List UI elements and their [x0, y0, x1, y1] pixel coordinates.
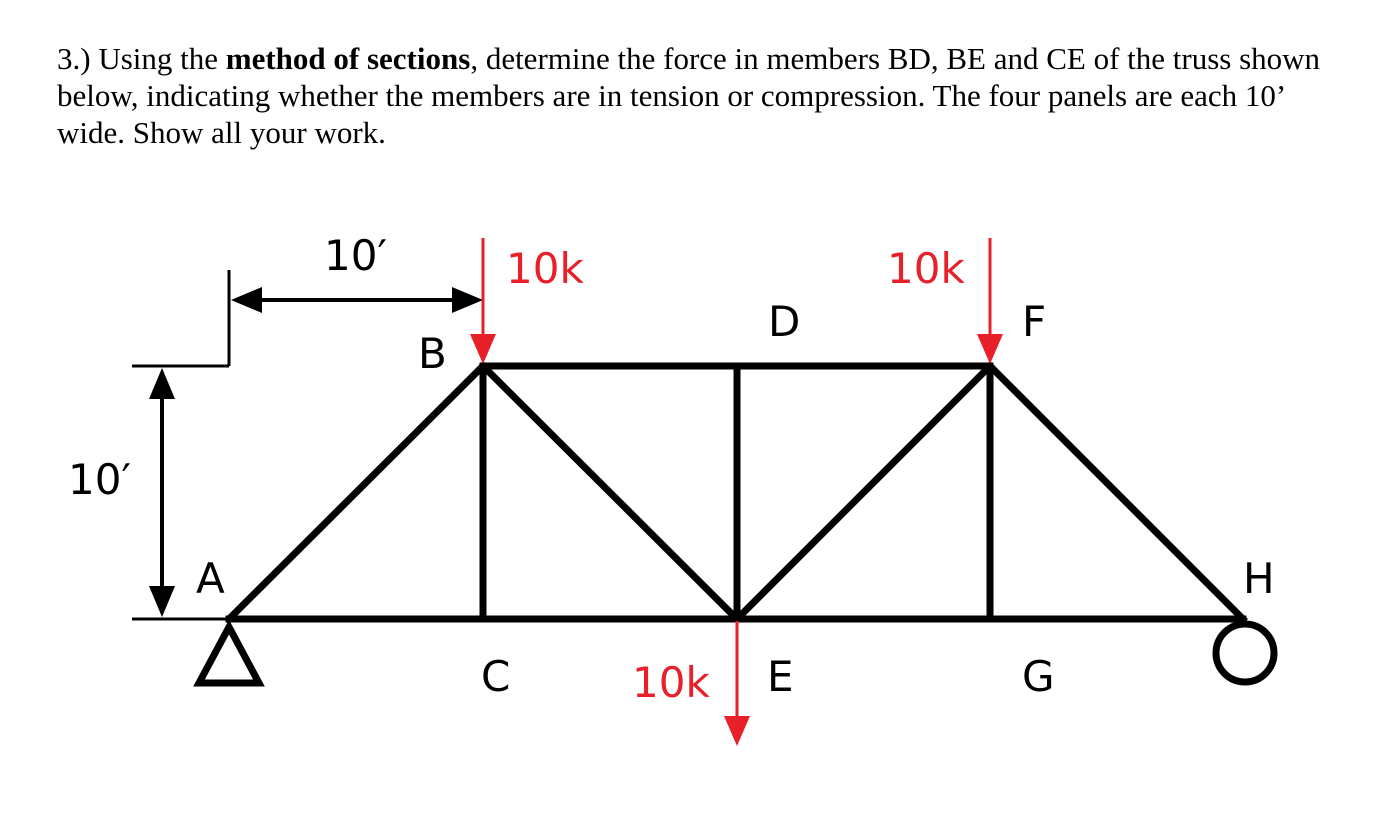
- member-EF: [737, 366, 990, 619]
- node-label-F: F: [1022, 297, 1047, 346]
- node-label-C: C: [481, 652, 511, 701]
- problem-text-bold: method of sections: [225, 41, 471, 76]
- node-label-H: H: [1243, 554, 1275, 603]
- member-FH: [990, 366, 1243, 619]
- node-label-D: D: [768, 297, 801, 346]
- load-E-label: 10k: [632, 658, 710, 707]
- problem-number: 3.): [57, 41, 99, 76]
- pin-support: [199, 627, 259, 683]
- dim-h-arrow-left: [231, 287, 262, 313]
- load-at-E: [632, 621, 750, 746]
- load-E-arrowhead: [724, 716, 750, 746]
- node-label-A: A: [196, 554, 225, 603]
- load-B-label: 10k: [506, 244, 584, 293]
- problem-text-post: , determine the force in members BD, BE and CE of the truss shown below, indicating whether the members are in tension or compression. The four panels are each 10’ wide. Show all your work.: [57, 41, 1321, 150]
- roller-support: [1216, 624, 1274, 682]
- node-label-G: G: [1022, 652, 1055, 701]
- truss-members: [229, 366, 1243, 619]
- member-BE: [483, 366, 737, 619]
- dim-v-arrow-up: [149, 368, 175, 399]
- dim-h-label: 10′: [324, 231, 387, 280]
- node-label-E: E: [767, 652, 794, 701]
- load-F-label: 10k: [887, 244, 965, 293]
- dim-h-arrow-right: [452, 287, 483, 313]
- load-B-arrowhead: [470, 334, 496, 364]
- member-AB: [229, 366, 483, 619]
- dim-v-label: 10′: [68, 455, 131, 504]
- load-at-F: [887, 238, 1003, 364]
- dim-v-arrow-down: [149, 586, 175, 617]
- problem-text-pre: Using the: [98, 41, 226, 76]
- load-at-B: [470, 238, 584, 364]
- load-F-arrowhead: [977, 334, 1003, 364]
- node-label-B: B: [418, 329, 447, 378]
